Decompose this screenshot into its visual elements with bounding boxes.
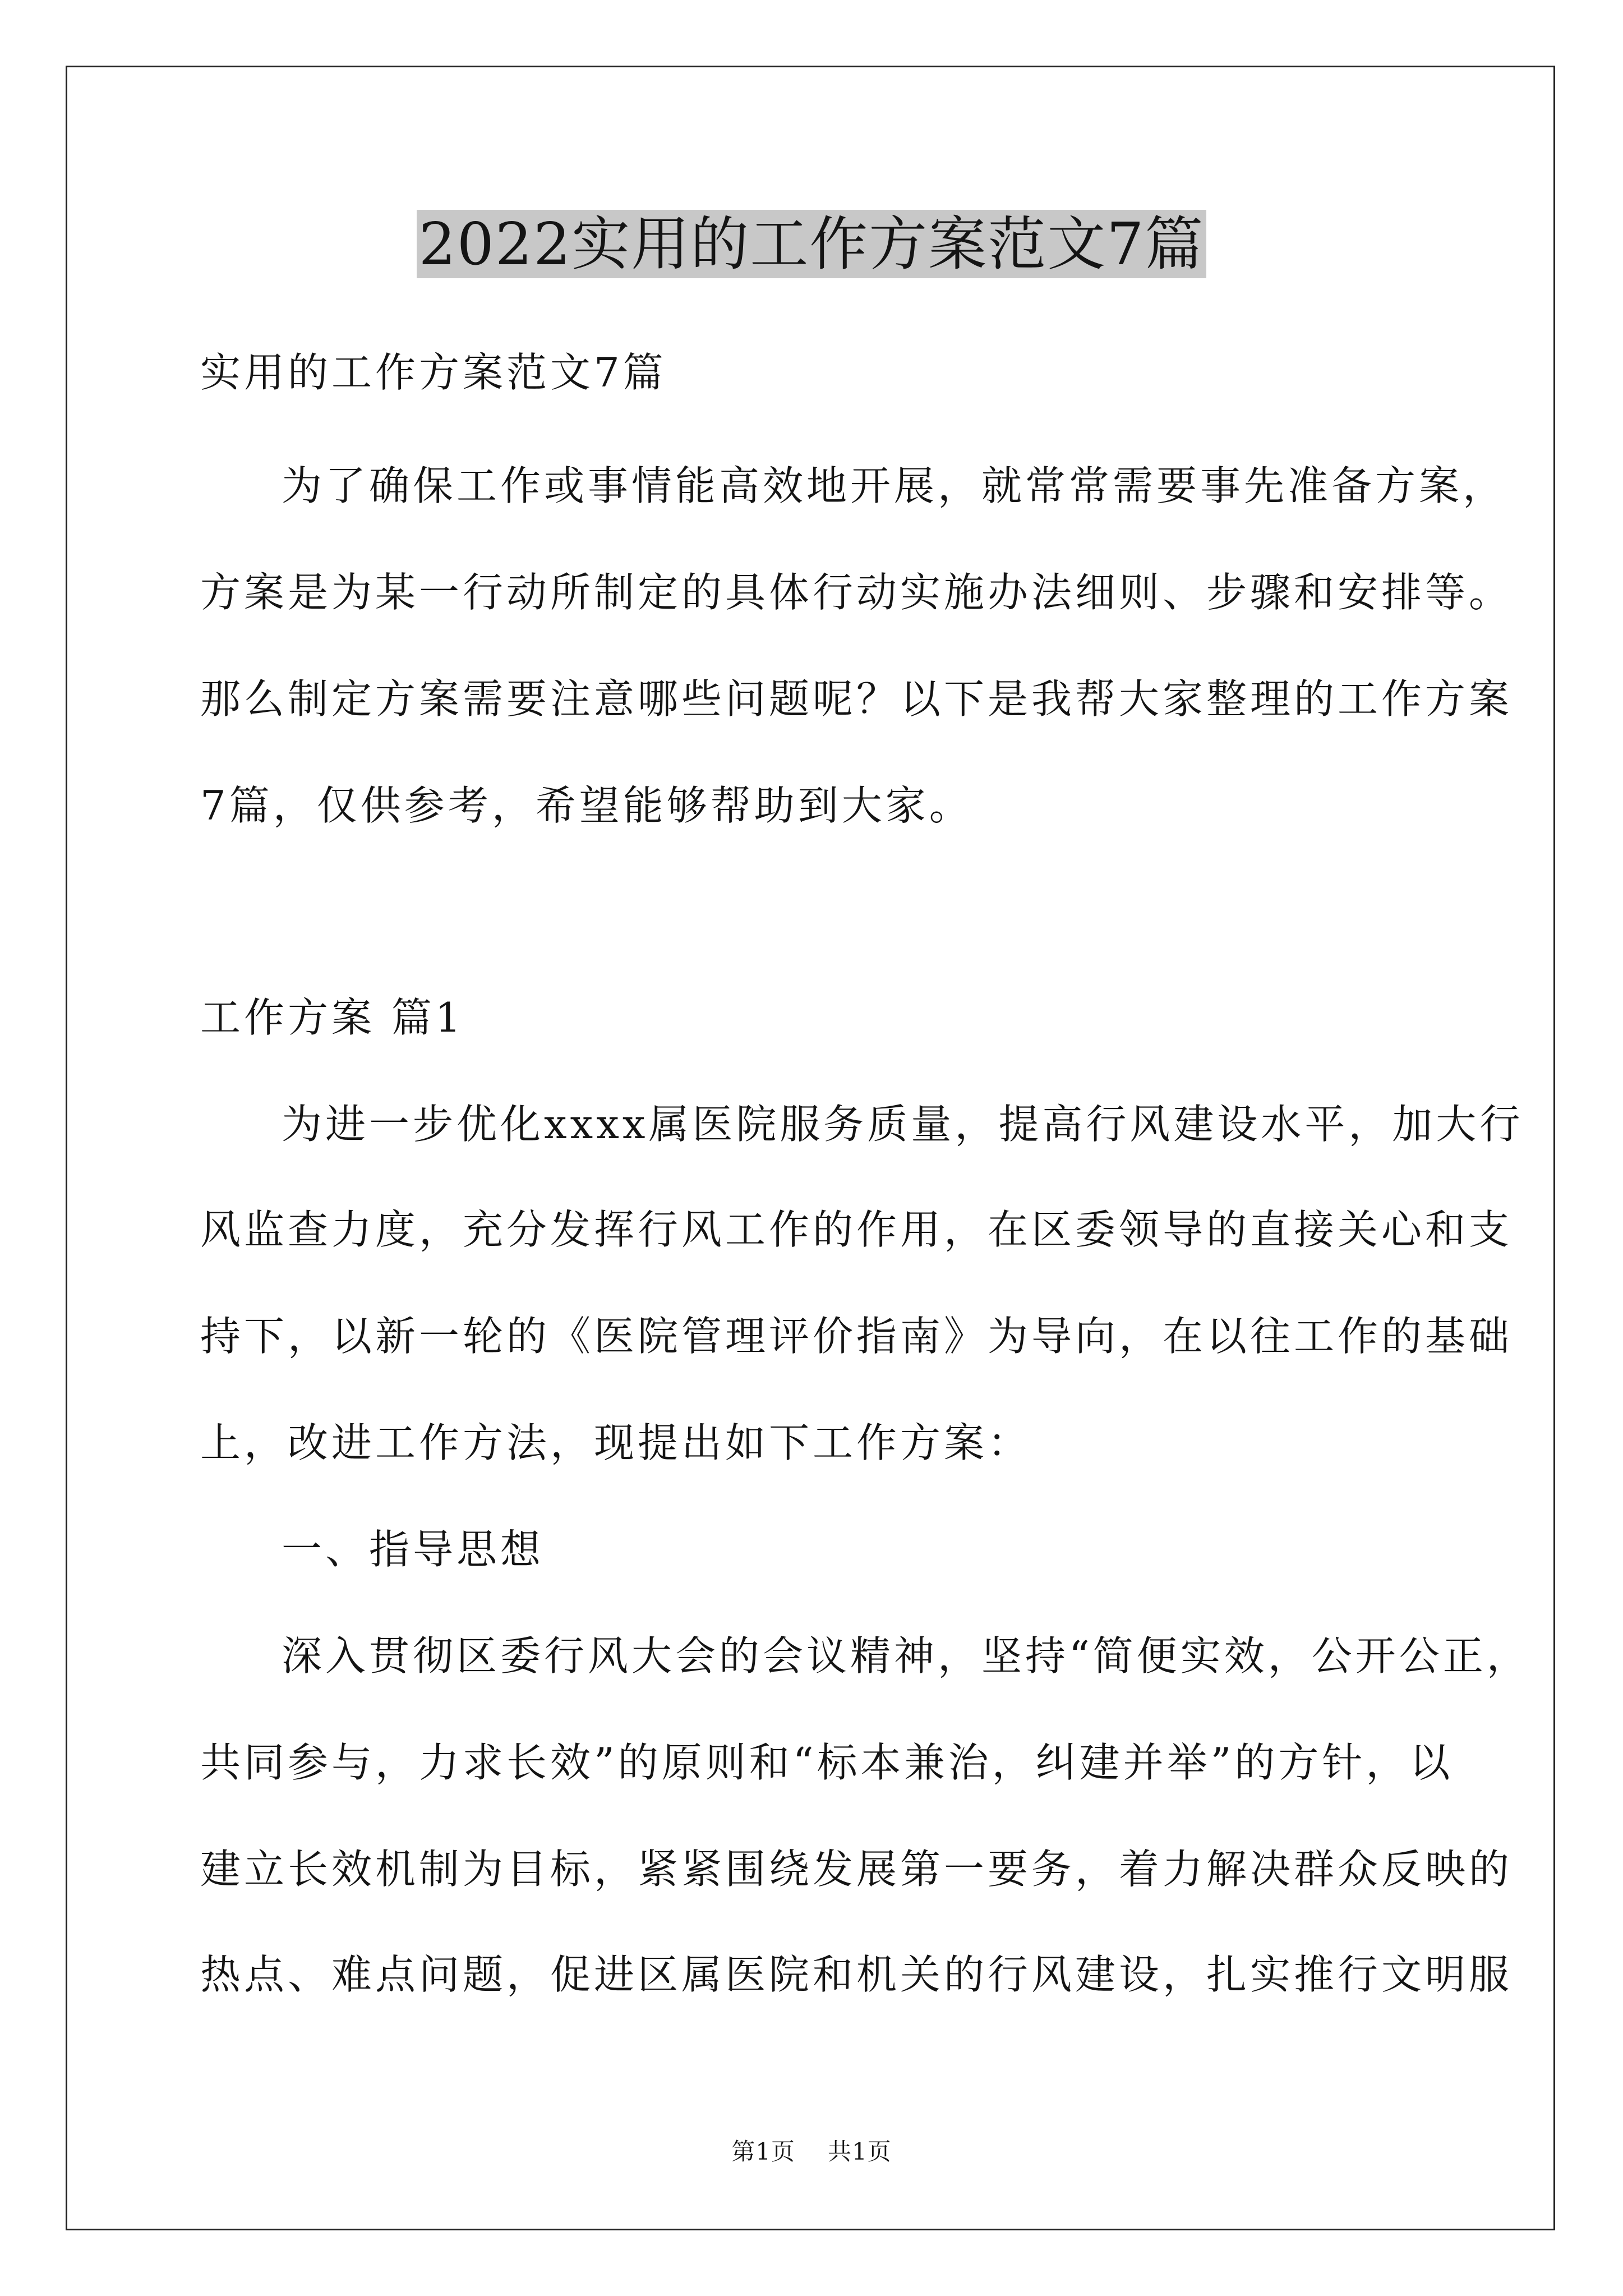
paragraph-line: 上，改进工作方法，现提出如下工作方案： <box>200 1419 1032 1466</box>
paragraph-line: 建立长效机制为目标，紧紧围绕发展第一要务，着力解决群众反映的 <box>200 1846 1513 1893</box>
paragraph-line: 共同参与，力求长效”的原则和“标本兼治，纠建并举”的方针，以 <box>200 1739 1454 1786</box>
intro-line: 7篇，仅供参考，希望能够帮助到大家。 <box>200 782 973 829</box>
paragraph-line: 风监查力度，充分发挥行风工作的作用，在区委领导的直接关心和支 <box>200 1206 1513 1253</box>
document-title-text: 2022实用的工作方案范文7篇 <box>417 210 1207 278</box>
page-footer <box>0 2135 1623 2169</box>
paragraph-line: 热点、难点问题，促进区属医院和机关的行风建设，扎实推行文明服 <box>200 1951 1513 1998</box>
intro-line: 那么制定方案需要注意哪些问题呢？以下是我帮大家整理的工作方案 <box>200 675 1513 723</box>
document-title <box>0 202 1623 286</box>
section-heading: 工作方案 篇1 <box>200 994 464 1041</box>
intro-line: 方案是为某一行动所制定的具体行动实施办法细则、步骤和安排等。 <box>200 569 1513 616</box>
subheading: 一、指导思想 <box>282 1526 545 1573</box>
paragraph-line: 深入贯彻区委行风大会的会议精神，坚持“简便实效，公开公正， <box>282 1632 1530 1680</box>
page-number-current: 第1页 <box>731 2138 795 2165</box>
intro-line: 为了确保工作或事情能高效地开展，就常常需要事先准备方案， <box>282 462 1507 509</box>
paragraph-line: 持下，以新一轮的《医院管理评价指南》为导向，在以往工作的基础 <box>200 1313 1513 1360</box>
document-subtitle: 实用的工作方案范文7篇 <box>200 349 667 396</box>
page-number-total: 共1页 <box>828 2138 892 2165</box>
paragraph-line: 为进一步优化xxxx属医院服务质量，提高行风建设水平，加大行 <box>282 1101 1524 1148</box>
